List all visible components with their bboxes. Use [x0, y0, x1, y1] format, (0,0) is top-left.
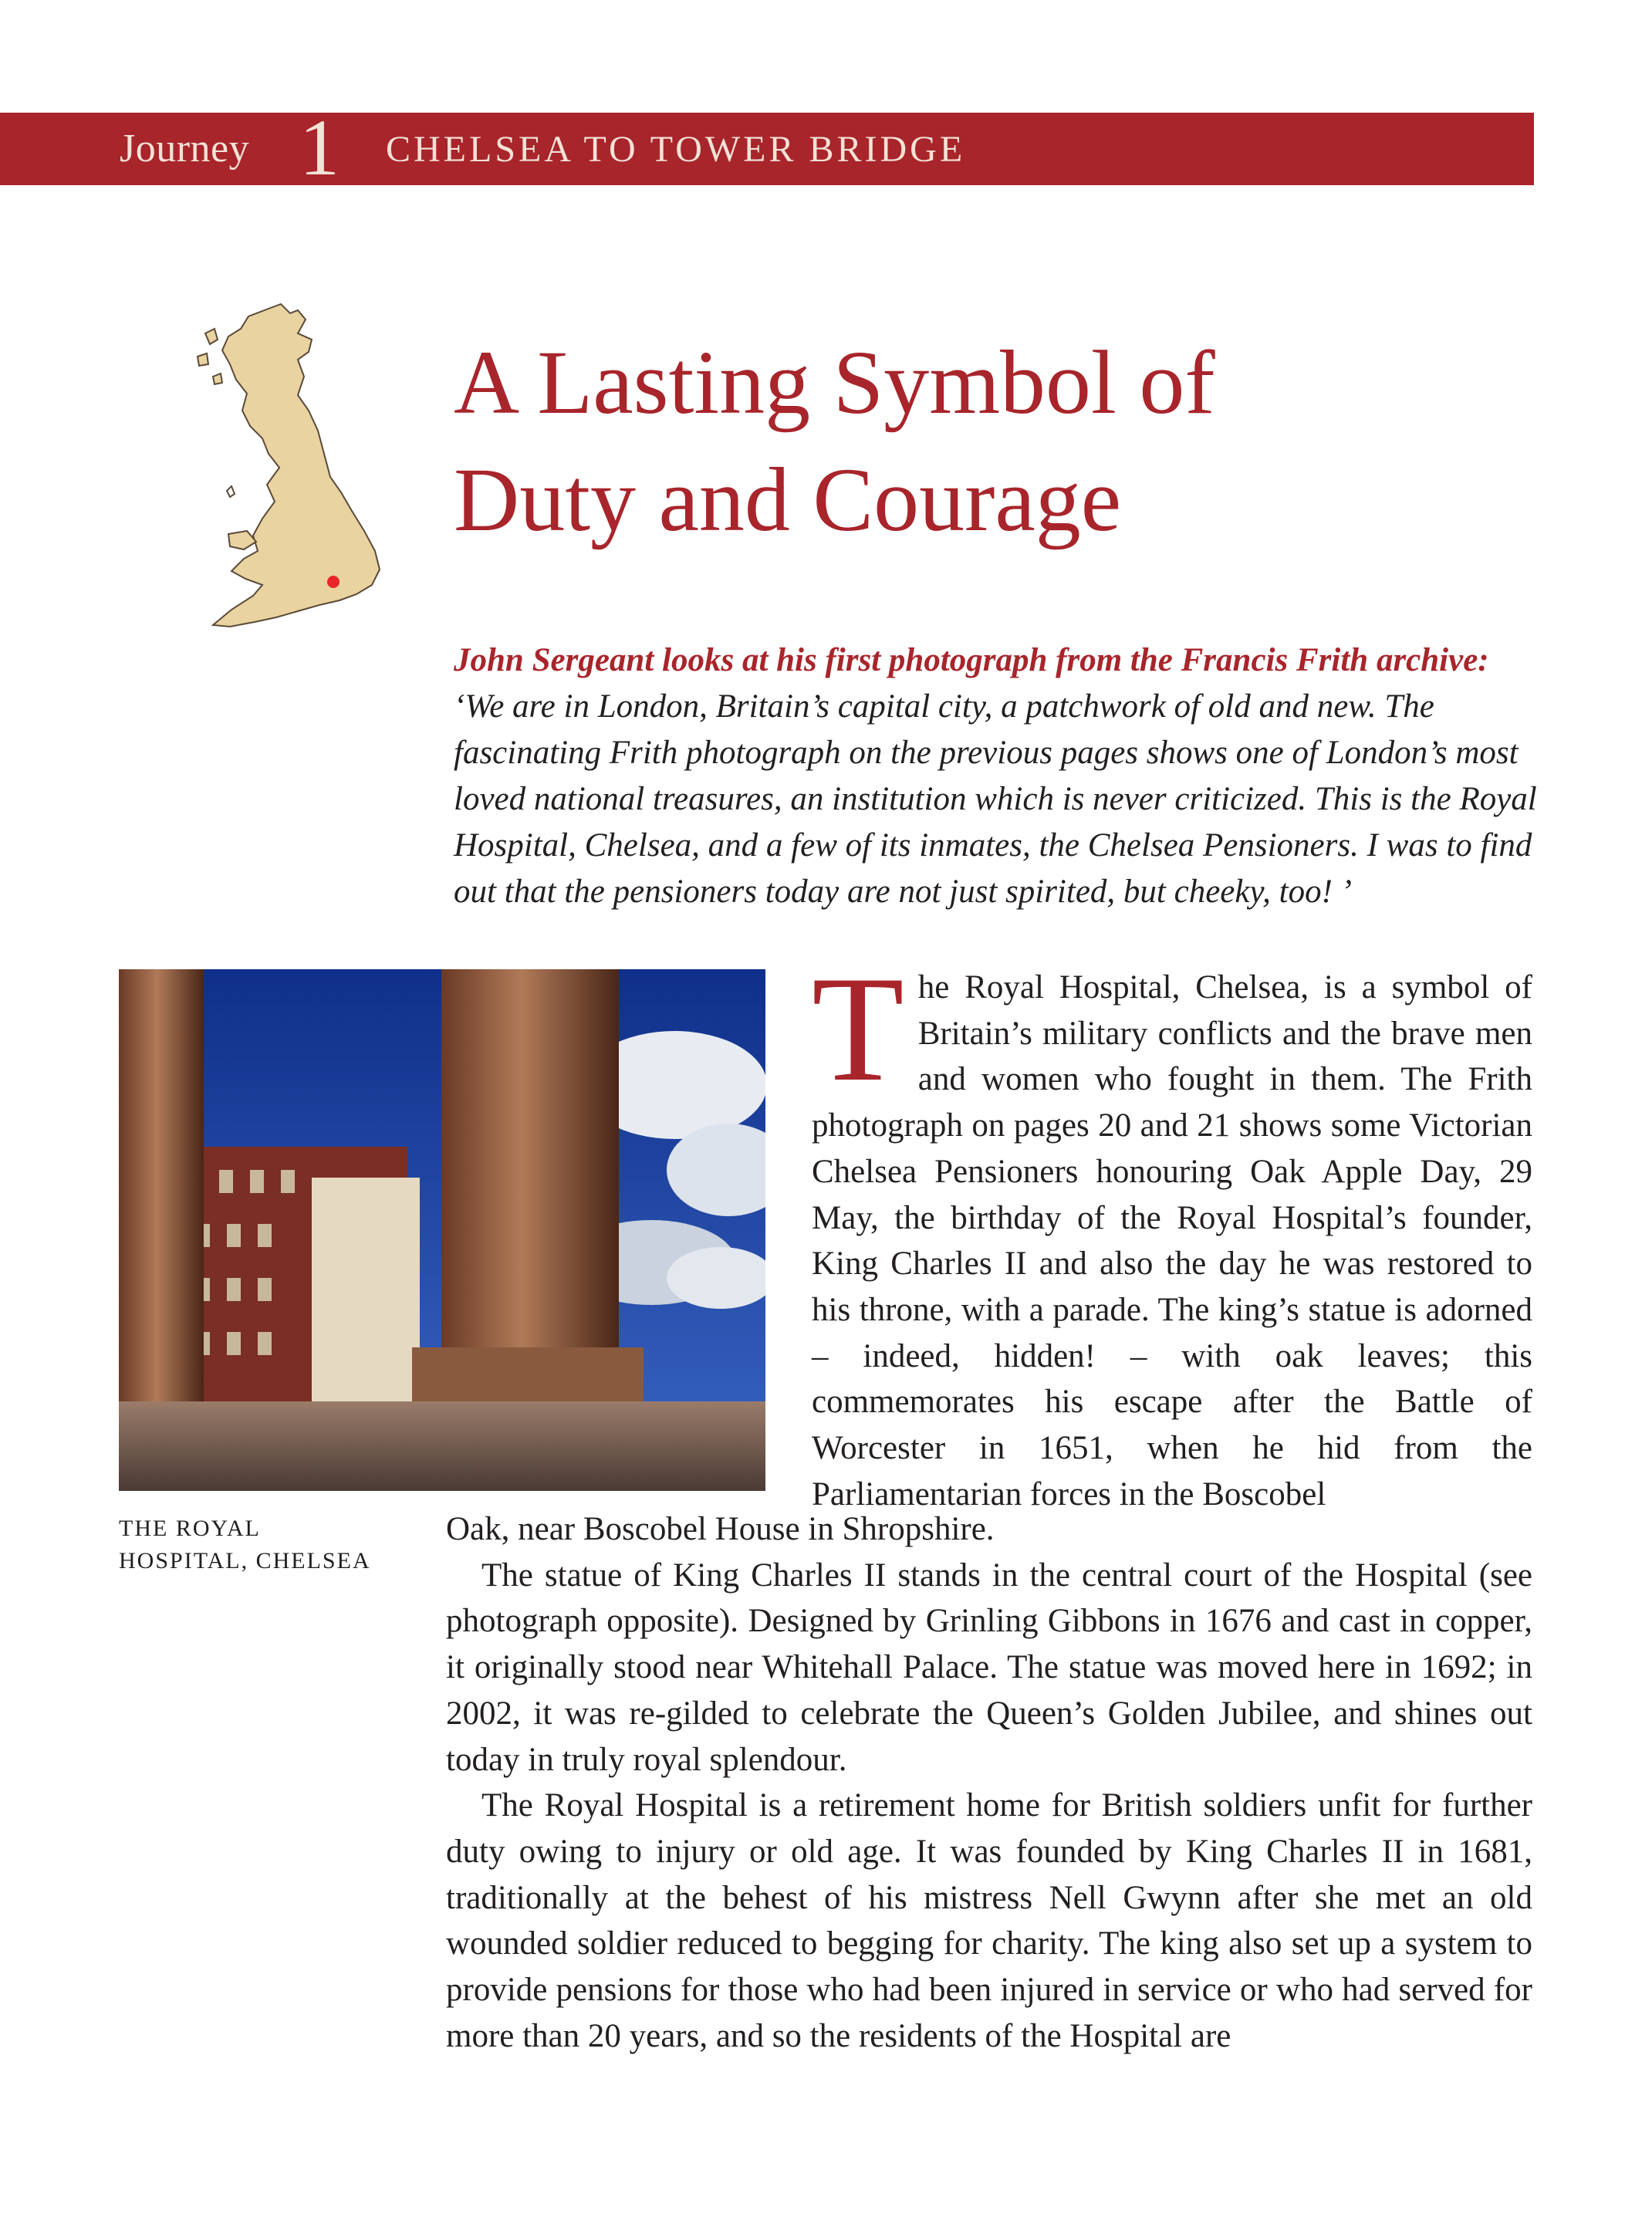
title-line-1: A Lasting Symbol of [454, 332, 1215, 433]
scotland-islands [198, 329, 222, 384]
article-body-top [812, 945, 1532, 1517]
britain-map-icon [182, 303, 386, 628]
page-title [454, 324, 1472, 559]
title-line-2: Duty and Courage [454, 449, 1122, 550]
britain-outline [213, 304, 380, 627]
paragraph-3: The Royal Hospital is a retirement home for British soldiers unfit for further duty owing to injury or old age. It was founded by King Charles II in 1681, traditionally at the behest of his mistress Nell Gwynn after she met an old wounded soldier reduced to begging for charity. The king also set up a system to provide pensions for those who had been injured in service or who had served for more than 20 years, and so the residents of the Hospital are [446, 1787, 1532, 2054]
photo-column-base [412, 1347, 644, 1409]
photo-column-left [119, 969, 204, 1401]
photo-caption [119, 1513, 443, 1577]
paragraph-1-text: he Royal Hospital, Chelsea, is a symbol of Britain’s military conflicts and the brave men and women who fought in them. The Frith photograph on pages 20 and 21 shows some Victorian Chelsea Pensioners honouring Oak Apple Day, 29 May, the birthday of the Royal Hospital’s founder, King Charles II and also the day he was restored to his throne, with a parade. The king’s statue is adorned – indeed, hidden! – with oak leaves; this commemorates his escape after the Battle of Worcester in 1651, when he hid from the Parliamentarian forces in the Boscobel [812, 969, 1532, 1513]
paragraph-1 [812, 945, 1532, 1517]
paragraph-2: The statue of King Charles II stands in the central court of the Hospital (see photograph opposite). Designed by Grinling Gibbons in 1676 and cast in copper, it originally stood near Whitehall Palace. The statue was moved here in 1692; in 2002, it was re-gilded to celebrate the Queen’s Golden Jubilee, and shines out today in truly royal splendour. [446, 1557, 1532, 1778]
paragraph-1-end: Oak, near Boscobel House in Shropshire. [446, 1511, 995, 1547]
article-body-bottom [446, 1506, 1532, 2059]
drop-cap: T [812, 945, 904, 1113]
caption-line-1: THE ROYAL [119, 1516, 261, 1541]
photo-ground [119, 1401, 765, 1491]
caption-line-2: HOSPITAL, CHELSEA [119, 1548, 371, 1573]
intro-paragraph [454, 637, 1542, 915]
intro-byline: John Sergeant looks at his first photograph from the Francis Frith archive: [454, 642, 1489, 678]
isle-of-man [227, 486, 235, 497]
journey-title: CHELSEA TO TOWER BRIDGE [386, 129, 966, 170]
photo-illustration [119, 969, 765, 1491]
photo-building-wing [312, 1178, 420, 1401]
wales-coast [228, 531, 256, 549]
journey-number: 1 [299, 103, 340, 192]
london-marker-icon [327, 576, 340, 588]
intro-quote: ‘We are in London, Britain’s capital city, a patchwork of old and new. The fascinating Frith photograph on the previous pages shows one of London’s most loved national treasures, an institution which is never criticized. This is the Royal Hospital, Chelsea, and a few of its inmates, the Chelsea Pensioners. I was to find out that the pensioners today are not just spirited, but cheeky, too! ’ [454, 688, 1537, 910]
photo-column-right [441, 969, 619, 1355]
journey-label: Journey [120, 127, 250, 171]
royal-hospital-photo [119, 969, 765, 1491]
